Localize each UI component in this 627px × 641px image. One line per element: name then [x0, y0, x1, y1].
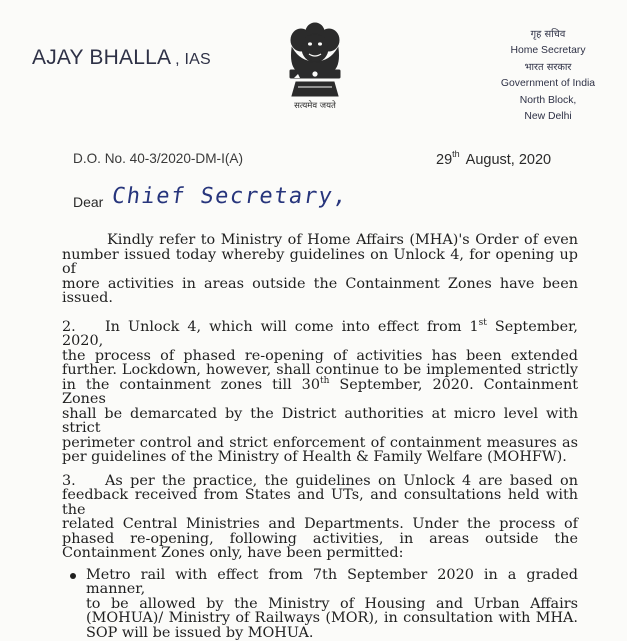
- paragraph-2-text: in the containment zones till 30: [62, 376, 320, 393]
- paragraph-3-text: As per the practice, the guidelines on Unlock 4 are based on: [105, 472, 578, 489]
- paragraph-1-line: more activities in areas outside the Containment Zones have been: [62, 275, 578, 292]
- office-city: New Delhi: [524, 111, 572, 123]
- paragraph-2-line: shall be demarcated by the District authorities at micro level with strict: [62, 405, 578, 436]
- paragraph-3: [62, 474, 578, 561]
- designation-english: Home Secretary: [510, 45, 586, 57]
- paragraph-2-text: September, 2020. Containment Zones: [62, 376, 578, 407]
- ordinal-suffix: st: [478, 317, 487, 328]
- government-hindi: भारत सरकार: [524, 61, 572, 73]
- paragraph-3-line: feedback received from States and UTs, and consultations held with the: [62, 487, 578, 518]
- paragraph-3-line: phased re-opening, following activities, in areas outside the: [62, 530, 578, 547]
- list-item: [62, 568, 578, 641]
- address-block: [478, 27, 618, 125]
- paragraph-3-line: Containment Zones only, have been permitted:: [62, 545, 404, 561]
- officer-suffix: , IAS: [175, 51, 211, 68]
- paragraph-3-line: related Central Ministries and Departments. Under the process of: [62, 516, 578, 532]
- paragraph-2-text: September, 2020,: [62, 318, 578, 349]
- bullet-line: (MOHUA)/ Ministry of Railways (MOR), in consultation with MHA.: [86, 610, 578, 626]
- paragraph-3-number: 3.: [62, 472, 76, 489]
- office-block: North Block,: [519, 94, 577, 106]
- paragraph-1-line: issued.: [62, 290, 113, 306]
- date-suffix: th: [452, 149, 460, 159]
- date-day: 29: [436, 151, 453, 168]
- paragraph-2-line: perimeter control and strict enforcement of containment measures as: [62, 434, 578, 451]
- paragraph-2-line: the process of phased re-opening of activities has been extended: [62, 347, 578, 364]
- paragraph-2-number: 2.: [62, 318, 76, 335]
- bullet-line: Metro rail with effect from 7th September 2020 in a graded manner,: [86, 566, 578, 597]
- paragraph-1-line: Kindly refer to Ministry of Home Affairs (MHA)'s Order of even: [107, 232, 578, 248]
- salutation-printed: Dear: [73, 194, 104, 210]
- government-english: Government of India: [500, 78, 596, 90]
- paragraph-3-line: [62, 474, 578, 489]
- salutation-handwritten: Chief Secretary,: [110, 184, 350, 209]
- reference-number: D.O. No. 40-3/2020-DM-I(A): [73, 151, 243, 166]
- bullet-icon: [70, 573, 76, 579]
- date-rest: August, 2020: [465, 151, 552, 168]
- ordinal-suffix: th: [319, 375, 330, 386]
- paragraph-1: [62, 233, 578, 306]
- emblem-motto: सत्यमेव जयते: [294, 101, 336, 111]
- bullet-line: to be allowed by the Ministry of Housing and Urban Affairs: [86, 595, 578, 612]
- paragraph-2-line: [62, 317, 578, 349]
- bullet-line: SOP will be issued by MOHUA.: [86, 624, 314, 641]
- paragraph-2-line: [62, 375, 578, 407]
- paragraph-2-line: per guidelines of the Ministry of Health & Family Welfare (MOHFW).: [62, 449, 567, 465]
- paragraph-1-line: number issued today whereby guidelines on Unlock 4, for opening up of: [62, 246, 578, 277]
- letter-date: [436, 150, 551, 168]
- paragraph-2-text: In Unlock 4, which will come into effect from 1: [105, 318, 479, 335]
- designation-hindi: गृह सचिव: [530, 29, 566, 40]
- letter-body: [62, 233, 578, 640]
- officer-name-text: AJAY BHALLA: [32, 46, 172, 69]
- paragraph-2-line: further. Lockdown, however, shall continue to be implemented strictly: [62, 362, 578, 378]
- officer-name: [32, 46, 211, 70]
- paragraph-2: [62, 317, 578, 465]
